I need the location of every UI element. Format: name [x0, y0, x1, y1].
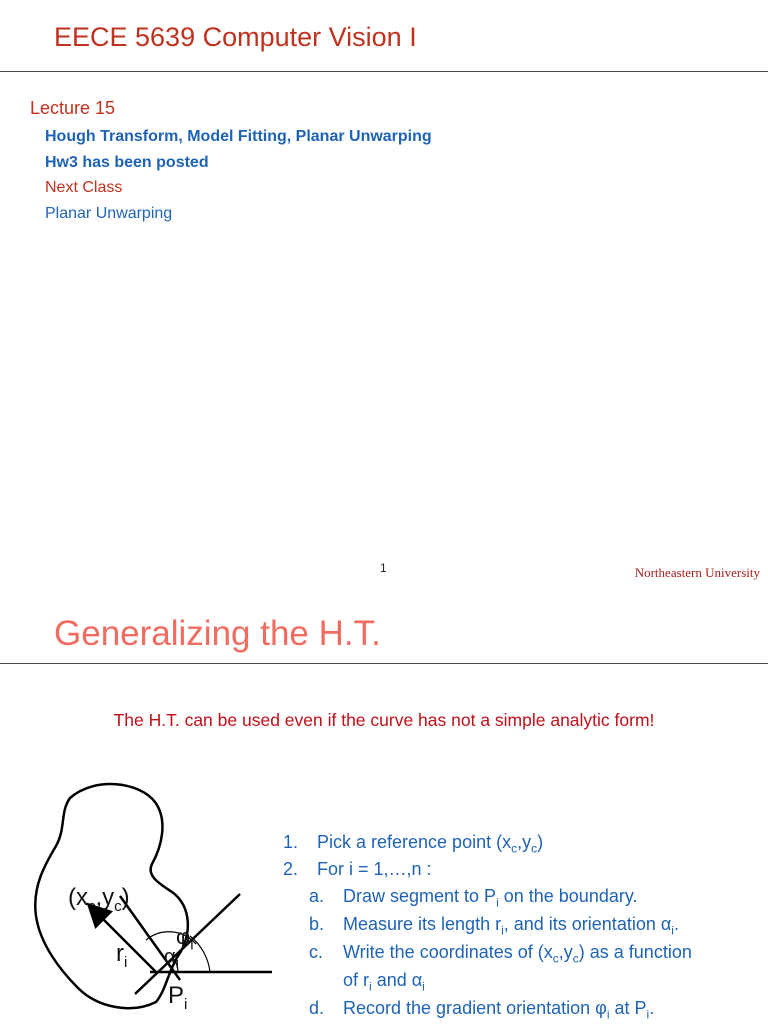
- lecture-label: Lecture 15: [30, 98, 116, 118]
- step-2b: b. Measure its length $r_i$, and its orientation $\alpha_i$.: [309, 914, 679, 938]
- title-divider: [0, 71, 768, 72]
- agenda-item-next-class: Next Class: [45, 179, 123, 196]
- boundary-diagram: [0, 776, 290, 1024]
- alpha-label: $\alpha_i$: [164, 946, 179, 972]
- step-2d: d. Record the gradient orientation $\varphi_i$ at $P_i$.: [309, 998, 655, 1022]
- slide-title: EECE 5639 Computer Vision I: [54, 22, 417, 52]
- step-2c: c. Write the coordinates of $(x_c,y_c)$ as a function: [309, 942, 692, 966]
- university-logo: Northeastern University: [634, 565, 760, 580]
- reference-point-label: $(x_c,y_c)$: [68, 884, 130, 915]
- step-2: 2. For i = 1,…,n :: [283, 859, 432, 879]
- agenda-item-unwarping: Planar Unwarping: [45, 205, 173, 222]
- step-2c-continued: of $r_i$ and $\alpha_i$: [343, 970, 425, 994]
- slide-subtitle: The H.T. can be used even if the curve has not a simple analytic form!: [113, 710, 655, 730]
- slide-2: [0, 596, 768, 1024]
- phi-label: $\varphi_i$: [176, 924, 194, 954]
- title-divider: [0, 663, 768, 664]
- point-label: $P_i$: [168, 982, 188, 1013]
- agenda-item-hw3: Hw3 has been posted: [45, 154, 209, 171]
- radius-label: $r_i$: [116, 940, 128, 971]
- slide-title: Generalizing the H.T.: [54, 614, 381, 653]
- agenda-item-hough: Hough Transform, Model Fitting, Planar Unwarping: [45, 128, 432, 145]
- shape-diagram: [0, 776, 290, 1024]
- page-number: 1: [380, 561, 387, 575]
- step-2a: a. Draw segment to $P_i$ on the boundary.: [309, 886, 638, 910]
- step-1: 1. Pick a reference point $(x_c,y_c)$: [283, 832, 544, 856]
